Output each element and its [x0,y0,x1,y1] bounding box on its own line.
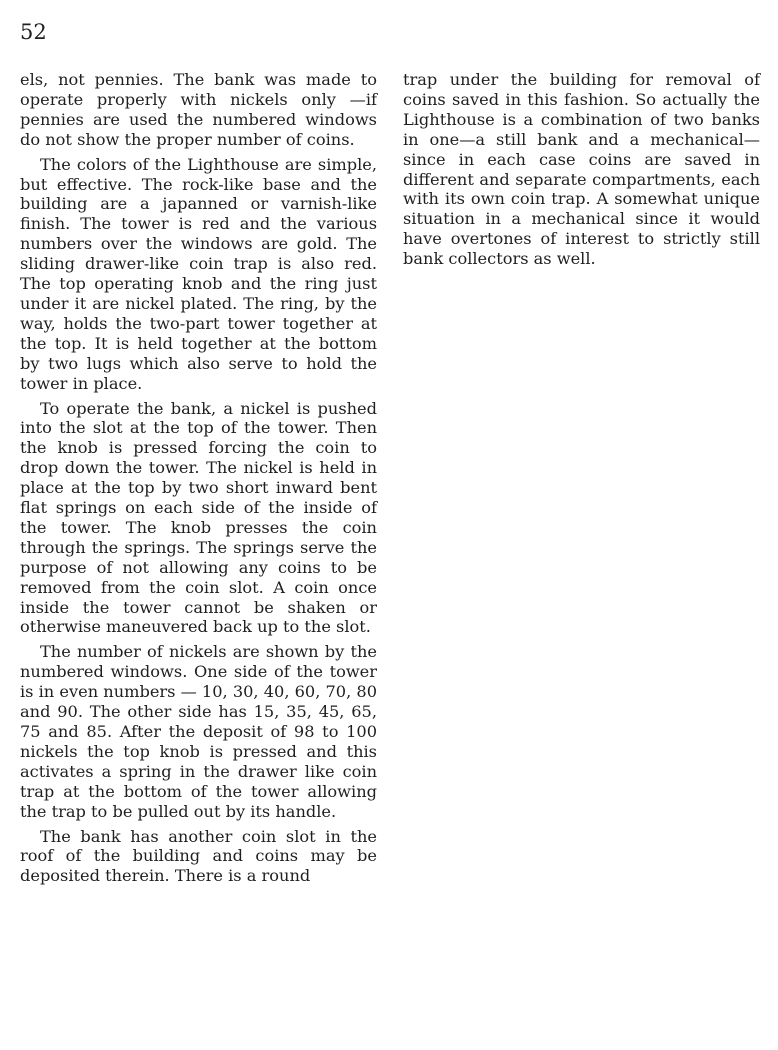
paragraph: The colors of the Lighthouse are simple, but effective. The rock-like base and the building are a japanned or varnish-like finish. The tower is red and the various numbers over the windows are gold. The sliding drawer-like coin trap is also red. The top operating knob and the ring just under it are nickel plated. The ring, by the way, holds the two-part tower together at the top. It is held together at the bottom by two lugs which also serve to hold the tower in place. [20,154,377,393]
left-column [20,70,377,891]
right-column [403,70,760,274]
paragraph: trap under the building for removal of coins saved in this fashion. So actually the Lighthouse is a combination of two banks in one—a still bank and a mechanical—since in each case coins are saved in different and separate compartments, each with its own coin trap. A somewhat unique situation in a mechanical since it would have overtones of interest to strictly still bank collectors as well. [403,70,760,269]
paragraph: To operate the bank, a nickel is pushed into the slot at the top of the tower. Then the knob is pressed forcing the coin to drop down the tower. The nickel is held in place at the top by two short inward bent flat springs on each side of the inside of the tower. The knob presses the coin through the springs. The springs serve the purpose of not allowing any coins to be removed from the coin slot. A coin once inside the tower cannot be shaken or otherwise maneuvered back up to the slot. [20,398,377,637]
paragraph: The number of nickels are shown by the numbered windows. One side of the tower is in even numbers — 10, 30, 40, 60, 70, 80 and 90. The other side has 15, 35, 45, 65, 75 and 85. After the deposit of 98 to 100 nickels the top knob is pressed and this activates a spring in the drawer like coin trap at the bottom of the tower allowing the trap to be pulled out by its handle. [20,642,377,821]
paragraph: els, not pennies. The bank was made to operate properly with nickels only —if pennies are used the numbered windows do not show the proper number of coins. [20,70,377,149]
paragraph: The bank has another coin slot in the roof of the building and coins may be deposited therein. There is a round [20,826,377,886]
page-number: 52 [20,20,47,44]
